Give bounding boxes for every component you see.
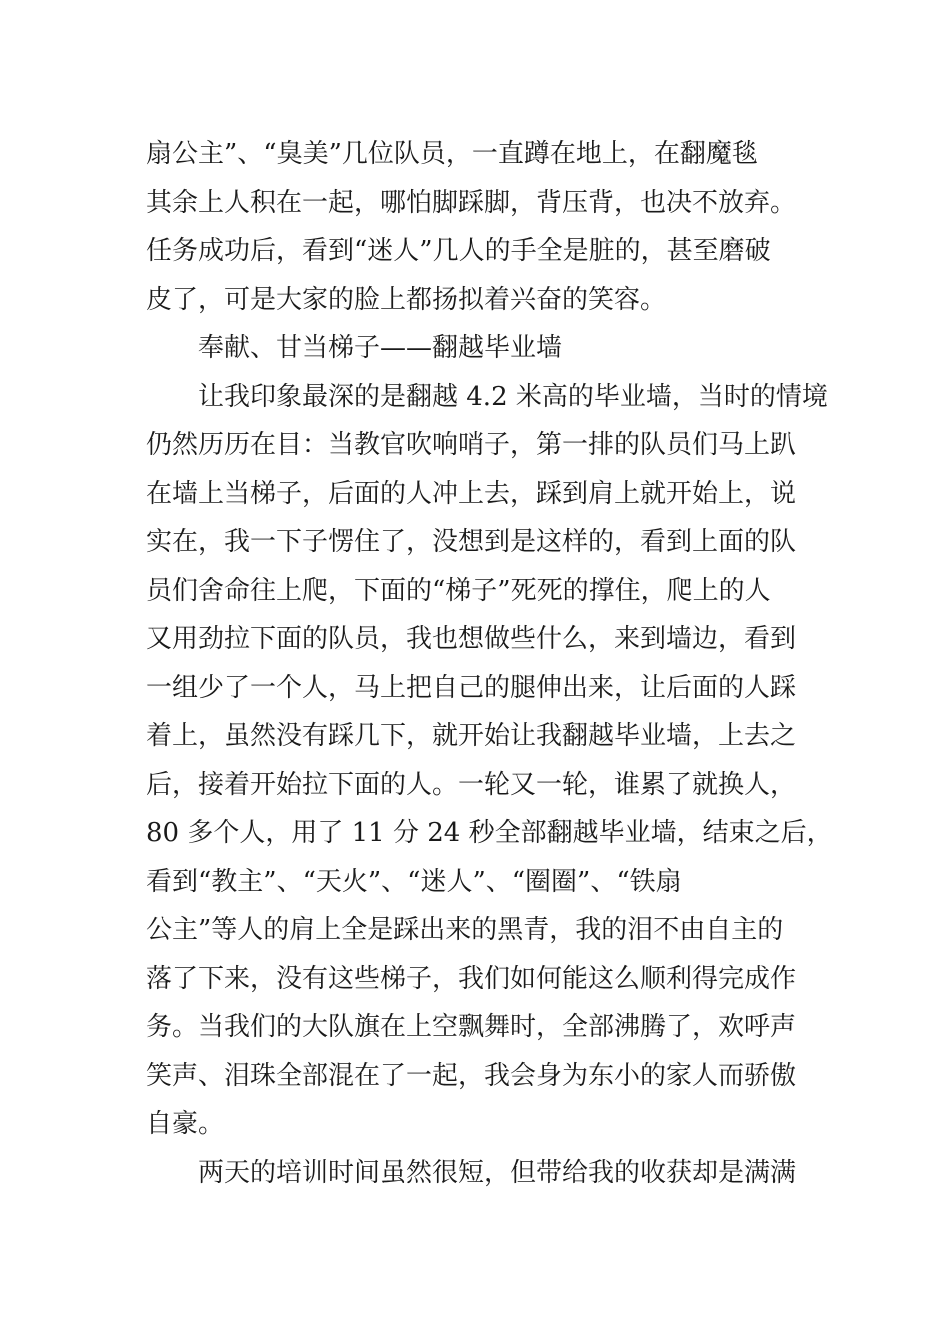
text-line: 80 多个人，用了 11 分 24 秒全部翻越毕业墙，结束之后， [146,818,833,848]
document-body-text [146,130,833,1197]
text-line: 皮了，可是大家的脸上都扬拟着兴奋的笑容。 [146,284,667,315]
text-line: 任务成功后，看到“迷人”几人的手全是脏的，甚至磨破 [146,236,771,266]
text-line: 其余上人积在一起，哪怕脚踩脚，背压背，也决不放弃。 [146,187,797,218]
text-line: 又用劲拉下面的队员，我也想做些什么，来到墙边，看到 [146,624,797,654]
text-line: 员们舍命往上爬，下面的“梯子”死死的撑住，爬上的人 [146,575,771,606]
text-line: 让我印象最深的是翻越 4.2 米高的毕业墙，当时的情境 [198,381,828,412]
text-line: 自豪。 [146,1109,225,1139]
text-line: 后，接着开始拉下面的人。一轮又一轮，谁累了就换人， [146,769,797,800]
text-line: 看到“教主”、“天火”、“迷人”、“圈圈”、“铁扇 [146,866,682,897]
text-line: 两天的培训时间虽然很短，但带给我的收获却是满满 [198,1157,797,1188]
text-line: 笑声、泪珠全部混在了一起，我会身为东小的家人而骄傲 [146,1060,797,1091]
text-line: 落了下来，没有这些梯子，我们如何能这么顺利得完成作 [146,963,797,994]
text-line: 仍然历历在目：当教官吹响哨子，第一排的队员们马上趴 [146,430,797,460]
text-line: 一组少了一个人，马上把自己的腿伸出来，让后面的人踩 [146,672,797,703]
text-line: 着上，虽然没有踩几下，就开始让我翻越毕业墙，上去之 [146,721,797,751]
text-line: 在墙上当梯子，后面的人冲上去，踩到肩上就开始上，说 [146,478,797,509]
text-line: 实在，我一下子愣住了，没想到是这样的，看到上面的队 [146,527,797,557]
text-line: 务。当我们的大队旗在上空飘舞时，全部沸腾了，欢呼声 [146,1012,797,1042]
text-line: 扇公主”、“臭美”几位队员，一直蹲在地上，在翻魔毯 [146,139,758,169]
text-line: 奉献、甘当梯子——翻越毕业墙 [198,333,563,363]
text-line: 公主”等人的肩上全是踩出来的黑青，我的泪不由自主的 [146,915,784,945]
